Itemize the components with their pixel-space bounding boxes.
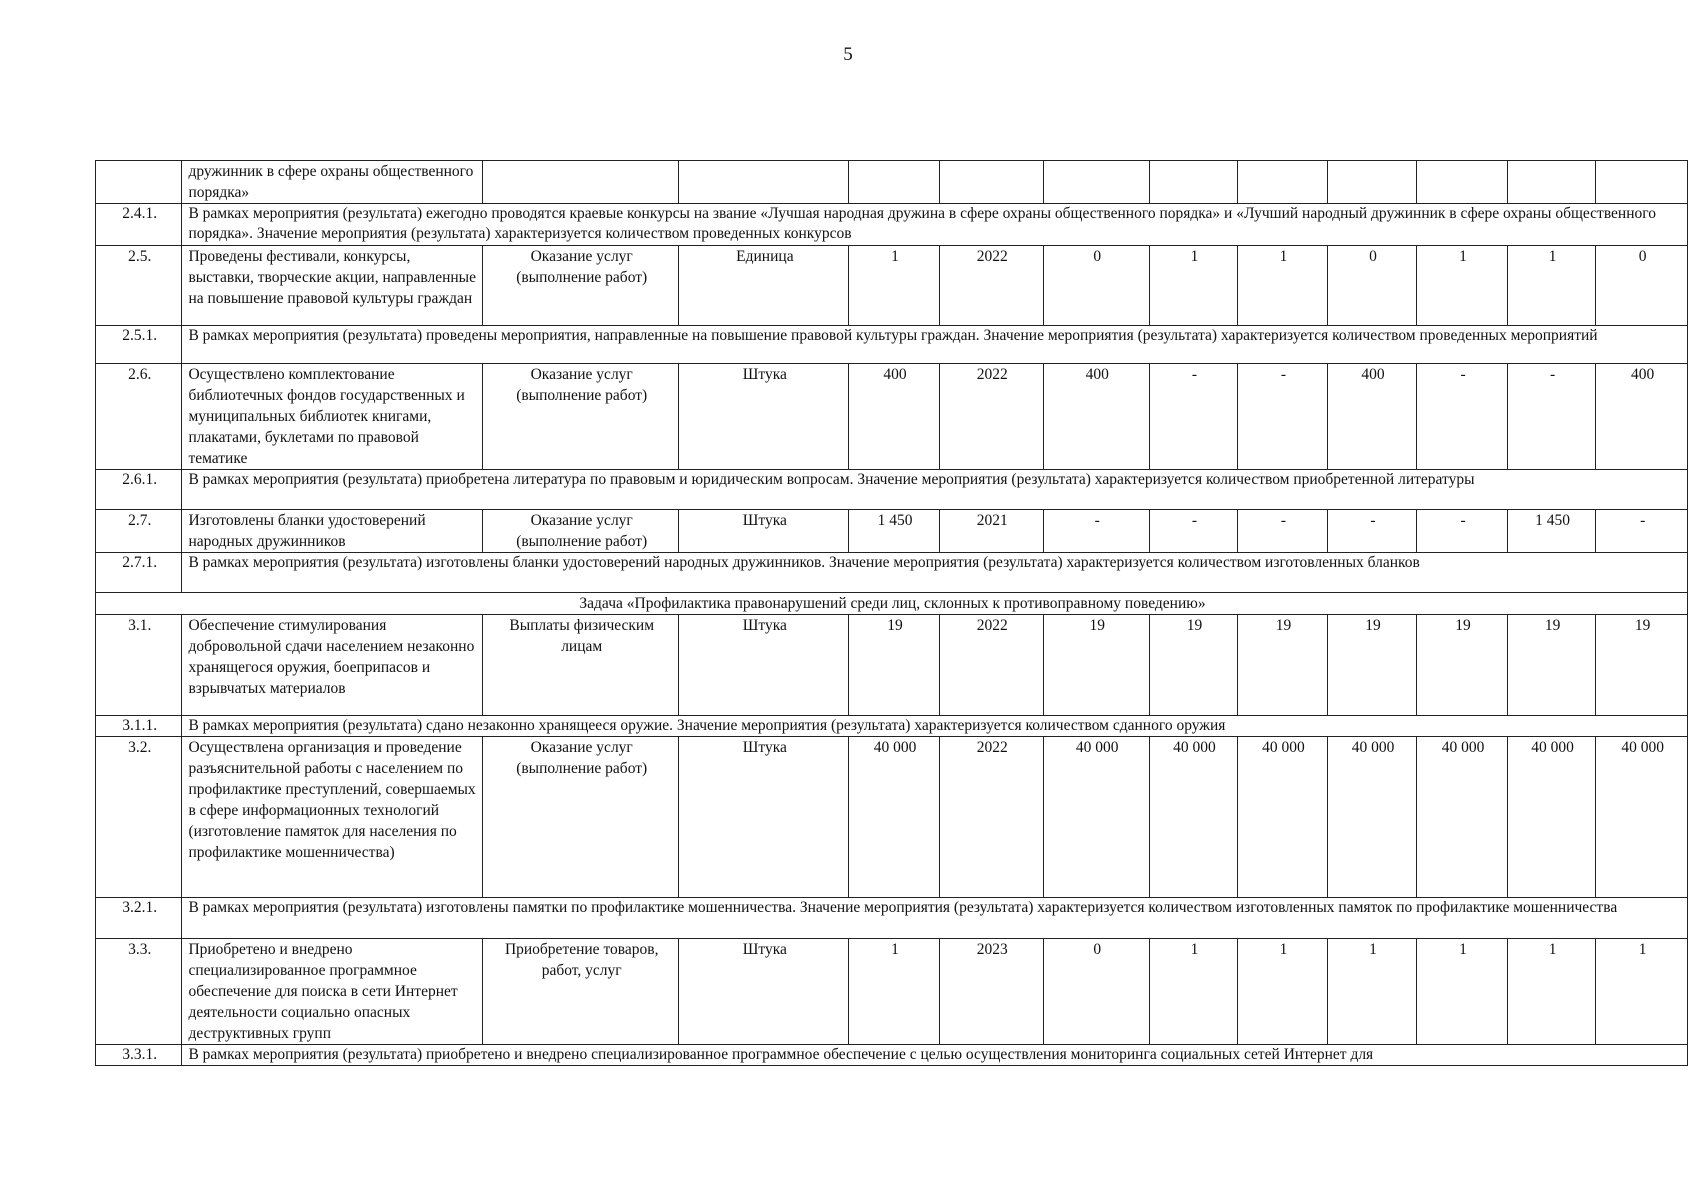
value-cell: 0 — [1043, 246, 1149, 326]
value-cell: - — [1238, 510, 1328, 553]
value-cell: 1 — [1238, 939, 1328, 1045]
results-table — [95, 160, 1688, 1066]
value-cell: 400 — [849, 364, 940, 470]
value-cell — [1043, 161, 1149, 204]
table-row — [96, 1045, 1688, 1066]
row-number: 2.5.1. — [96, 326, 182, 364]
value-cell: 400 — [1327, 364, 1417, 470]
value-cell: 2022 — [939, 364, 1043, 470]
value-cell: 19 — [1507, 615, 1596, 716]
row-number: 3.2. — [96, 737, 182, 898]
table-row — [96, 939, 1688, 1045]
result-name: Изготовлены бланки удостоверений народных дружинников — [182, 510, 482, 553]
table-row — [96, 470, 1688, 510]
unit: Штука — [679, 615, 849, 716]
row-number: 2.7.1. — [96, 553, 182, 593]
value-cell: 19 — [1043, 615, 1149, 716]
result-description: В рамках мероприятия (результата) изготовлены бланки удостоверений народных дружинников. Значение мероприятия (результата) характеризуется количеством изготовленных бланков — [182, 553, 1688, 593]
value-cell: 1 — [849, 939, 940, 1045]
row-number: 3.1. — [96, 615, 182, 716]
result-name: Обеспечение стимулирования добровольной сдачи населением незаконно хранящегося оружия, боеприпасов и взрывчатых материалов — [182, 615, 482, 716]
value-cell: 1 — [1327, 939, 1417, 1045]
value-cell: - — [1043, 510, 1149, 553]
result-type: Оказание услуг (выполнение работ) — [482, 246, 679, 326]
value-cell: - — [1417, 510, 1508, 553]
result-type — [482, 161, 679, 204]
value-cell: 1 — [1507, 246, 1596, 326]
row-number: 3.1.1. — [96, 716, 182, 737]
value-cell: 0 — [1043, 939, 1149, 1045]
value-cell: 1 — [1507, 939, 1596, 1045]
table-row — [96, 510, 1688, 553]
value-cell — [1507, 161, 1596, 204]
result-type: Оказание услуг (выполнение работ) — [482, 737, 679, 898]
row-number: 3.2.1. — [96, 898, 182, 939]
row-number: 2.6.1. — [96, 470, 182, 510]
result-name: дружинник в сфере охраны общественного порядка» — [182, 161, 482, 204]
result-name: Осуществлено комплектование библиотечных фондов государственных и муниципальных библиотек книгами, плакатами, буклетами по правовой тематике — [182, 364, 482, 470]
result-name: Приобретено и внедрено специализированное программное обеспечение для поиска в сети Интернет деятельности социально опасных деструктивных групп — [182, 939, 482, 1045]
value-cell — [939, 161, 1043, 204]
value-cell: - — [1417, 364, 1508, 470]
value-cell: 0 — [1327, 246, 1417, 326]
value-cell: 40 000 — [849, 737, 940, 898]
unit — [679, 161, 849, 204]
table-row — [96, 246, 1688, 326]
value-cell: 19 — [1596, 615, 1688, 716]
value-cell: - — [1596, 510, 1688, 553]
table-body — [96, 161, 1688, 1066]
result-type: Выплаты физическим лицам — [482, 615, 679, 716]
result-name: Проведены фестивали, конкурсы, выставки, творческие акции, направленные на повышение правовой культуры граждан — [182, 246, 482, 326]
value-cell: - — [1507, 364, 1596, 470]
table-row — [96, 716, 1688, 737]
result-description: В рамках мероприятия (результата) ежегодно проводятся краевые конкурсы на звание «Лучшая народная дружина в сфере охраны общественного порядка» и «Лучший народный дружинник в сфере охраны общественного порядка». Значение мероприятия (результата) характеризуется количеством проведенных конкурсов — [182, 204, 1688, 246]
value-cell: 40 000 — [1327, 737, 1417, 898]
value-cell: - — [1238, 364, 1328, 470]
table-row — [96, 364, 1688, 470]
unit: Штука — [679, 737, 849, 898]
value-cell: 40 000 — [1238, 737, 1328, 898]
value-cell — [1417, 161, 1508, 204]
result-description: В рамках мероприятия (результата) приобретена литература по правовым и юридическим вопросам. Значение мероприятия (результата) характеризуется количеством приобретенной литературы — [182, 470, 1688, 510]
value-cell: 19 — [849, 615, 940, 716]
result-description: В рамках мероприятия (результата) сдано незаконно хранящееся оружие. Значение мероприятия (результата) характеризуется количеством сданного оружия — [182, 716, 1688, 737]
value-cell: 40 000 — [1149, 737, 1238, 898]
value-cell: 2021 — [939, 510, 1043, 553]
table-row — [96, 204, 1688, 246]
result-description: В рамках мероприятия (результата) изготовлены памятки по профилактике мошенничества. Значение мероприятия (результата) характеризуется количеством изготовленных памяток по профилактике мошенничества — [182, 898, 1688, 939]
value-cell: 1 450 — [1507, 510, 1596, 553]
value-cell: 19 — [1327, 615, 1417, 716]
value-cell: 40 000 — [1417, 737, 1508, 898]
result-type: Приобретение товаров, работ, услуг — [482, 939, 679, 1045]
value-cell: 40 000 — [1043, 737, 1149, 898]
value-cell: - — [1149, 510, 1238, 553]
value-cell — [849, 161, 940, 204]
unit: Штука — [679, 510, 849, 553]
value-cell: 2023 — [939, 939, 1043, 1045]
result-type: Оказание услуг (выполнение работ) — [482, 364, 679, 470]
value-cell: 1 — [1417, 939, 1508, 1045]
value-cell — [1149, 161, 1238, 204]
row-number: 3.3. — [96, 939, 182, 1045]
value-cell: 1 — [1149, 939, 1238, 1045]
value-cell: 0 — [1596, 246, 1688, 326]
value-cell: 1 — [1596, 939, 1688, 1045]
result-description: В рамках мероприятия (результата) приобретено и внедрено специализированное программное обеспечение с целью осуществления мониторинга социальных сетей Интернет для — [182, 1045, 1688, 1066]
row-number: 2.5. — [96, 246, 182, 326]
value-cell: 19 — [1238, 615, 1328, 716]
value-cell: 1 — [1238, 246, 1328, 326]
table-row — [96, 326, 1688, 364]
value-cell — [1238, 161, 1328, 204]
value-cell: 400 — [1043, 364, 1149, 470]
result-type: Оказание услуг (выполнение работ) — [482, 510, 679, 553]
table-row — [96, 615, 1688, 716]
unit: Штука — [679, 939, 849, 1045]
row-number: 2.4.1. — [96, 204, 182, 246]
value-cell: 40 000 — [1596, 737, 1688, 898]
value-cell: 40 000 — [1507, 737, 1596, 898]
value-cell: 1 — [849, 246, 940, 326]
row-number — [96, 161, 182, 204]
value-cell: 1 — [1417, 246, 1508, 326]
value-cell: 1 — [1149, 246, 1238, 326]
row-number: 2.7. — [96, 510, 182, 553]
table-row — [96, 553, 1688, 593]
value-cell: 400 — [1596, 364, 1688, 470]
value-cell: 19 — [1417, 615, 1508, 716]
unit: Штука — [679, 364, 849, 470]
table-row — [96, 161, 1688, 204]
value-cell: 2022 — [939, 737, 1043, 898]
value-cell: 2022 — [939, 615, 1043, 716]
result-name: Осуществлена организация и проведение разъяснительной работы с населением по профилактике преступлений, совершаемых в сфере информационных технологий (изготовление памяток для населения по профилактике мошенничества) — [182, 737, 482, 898]
row-number: 3.3.1. — [96, 1045, 182, 1066]
result-description: В рамках мероприятия (результата) проведены мероприятия, направленные на повышение правовой культуры граждан. Значение мероприятия (результата) характеризуется количеством проведенных мероприятий — [182, 326, 1688, 364]
value-cell: - — [1327, 510, 1417, 553]
unit: Единица — [679, 246, 849, 326]
value-cell: 2022 — [939, 246, 1043, 326]
value-cell — [1596, 161, 1688, 204]
task-heading: Задача «Профилактика правонарушений среди лиц, склонных к противоправному поведению» — [96, 593, 1688, 615]
table-row — [96, 737, 1688, 898]
value-cell: - — [1149, 364, 1238, 470]
value-cell: 19 — [1149, 615, 1238, 716]
page-number: 5 — [843, 44, 853, 65]
row-number: 2.6. — [96, 364, 182, 470]
table-row — [96, 898, 1688, 939]
value-cell: 1 450 — [849, 510, 940, 553]
table-row — [96, 593, 1688, 615]
value-cell — [1327, 161, 1417, 204]
